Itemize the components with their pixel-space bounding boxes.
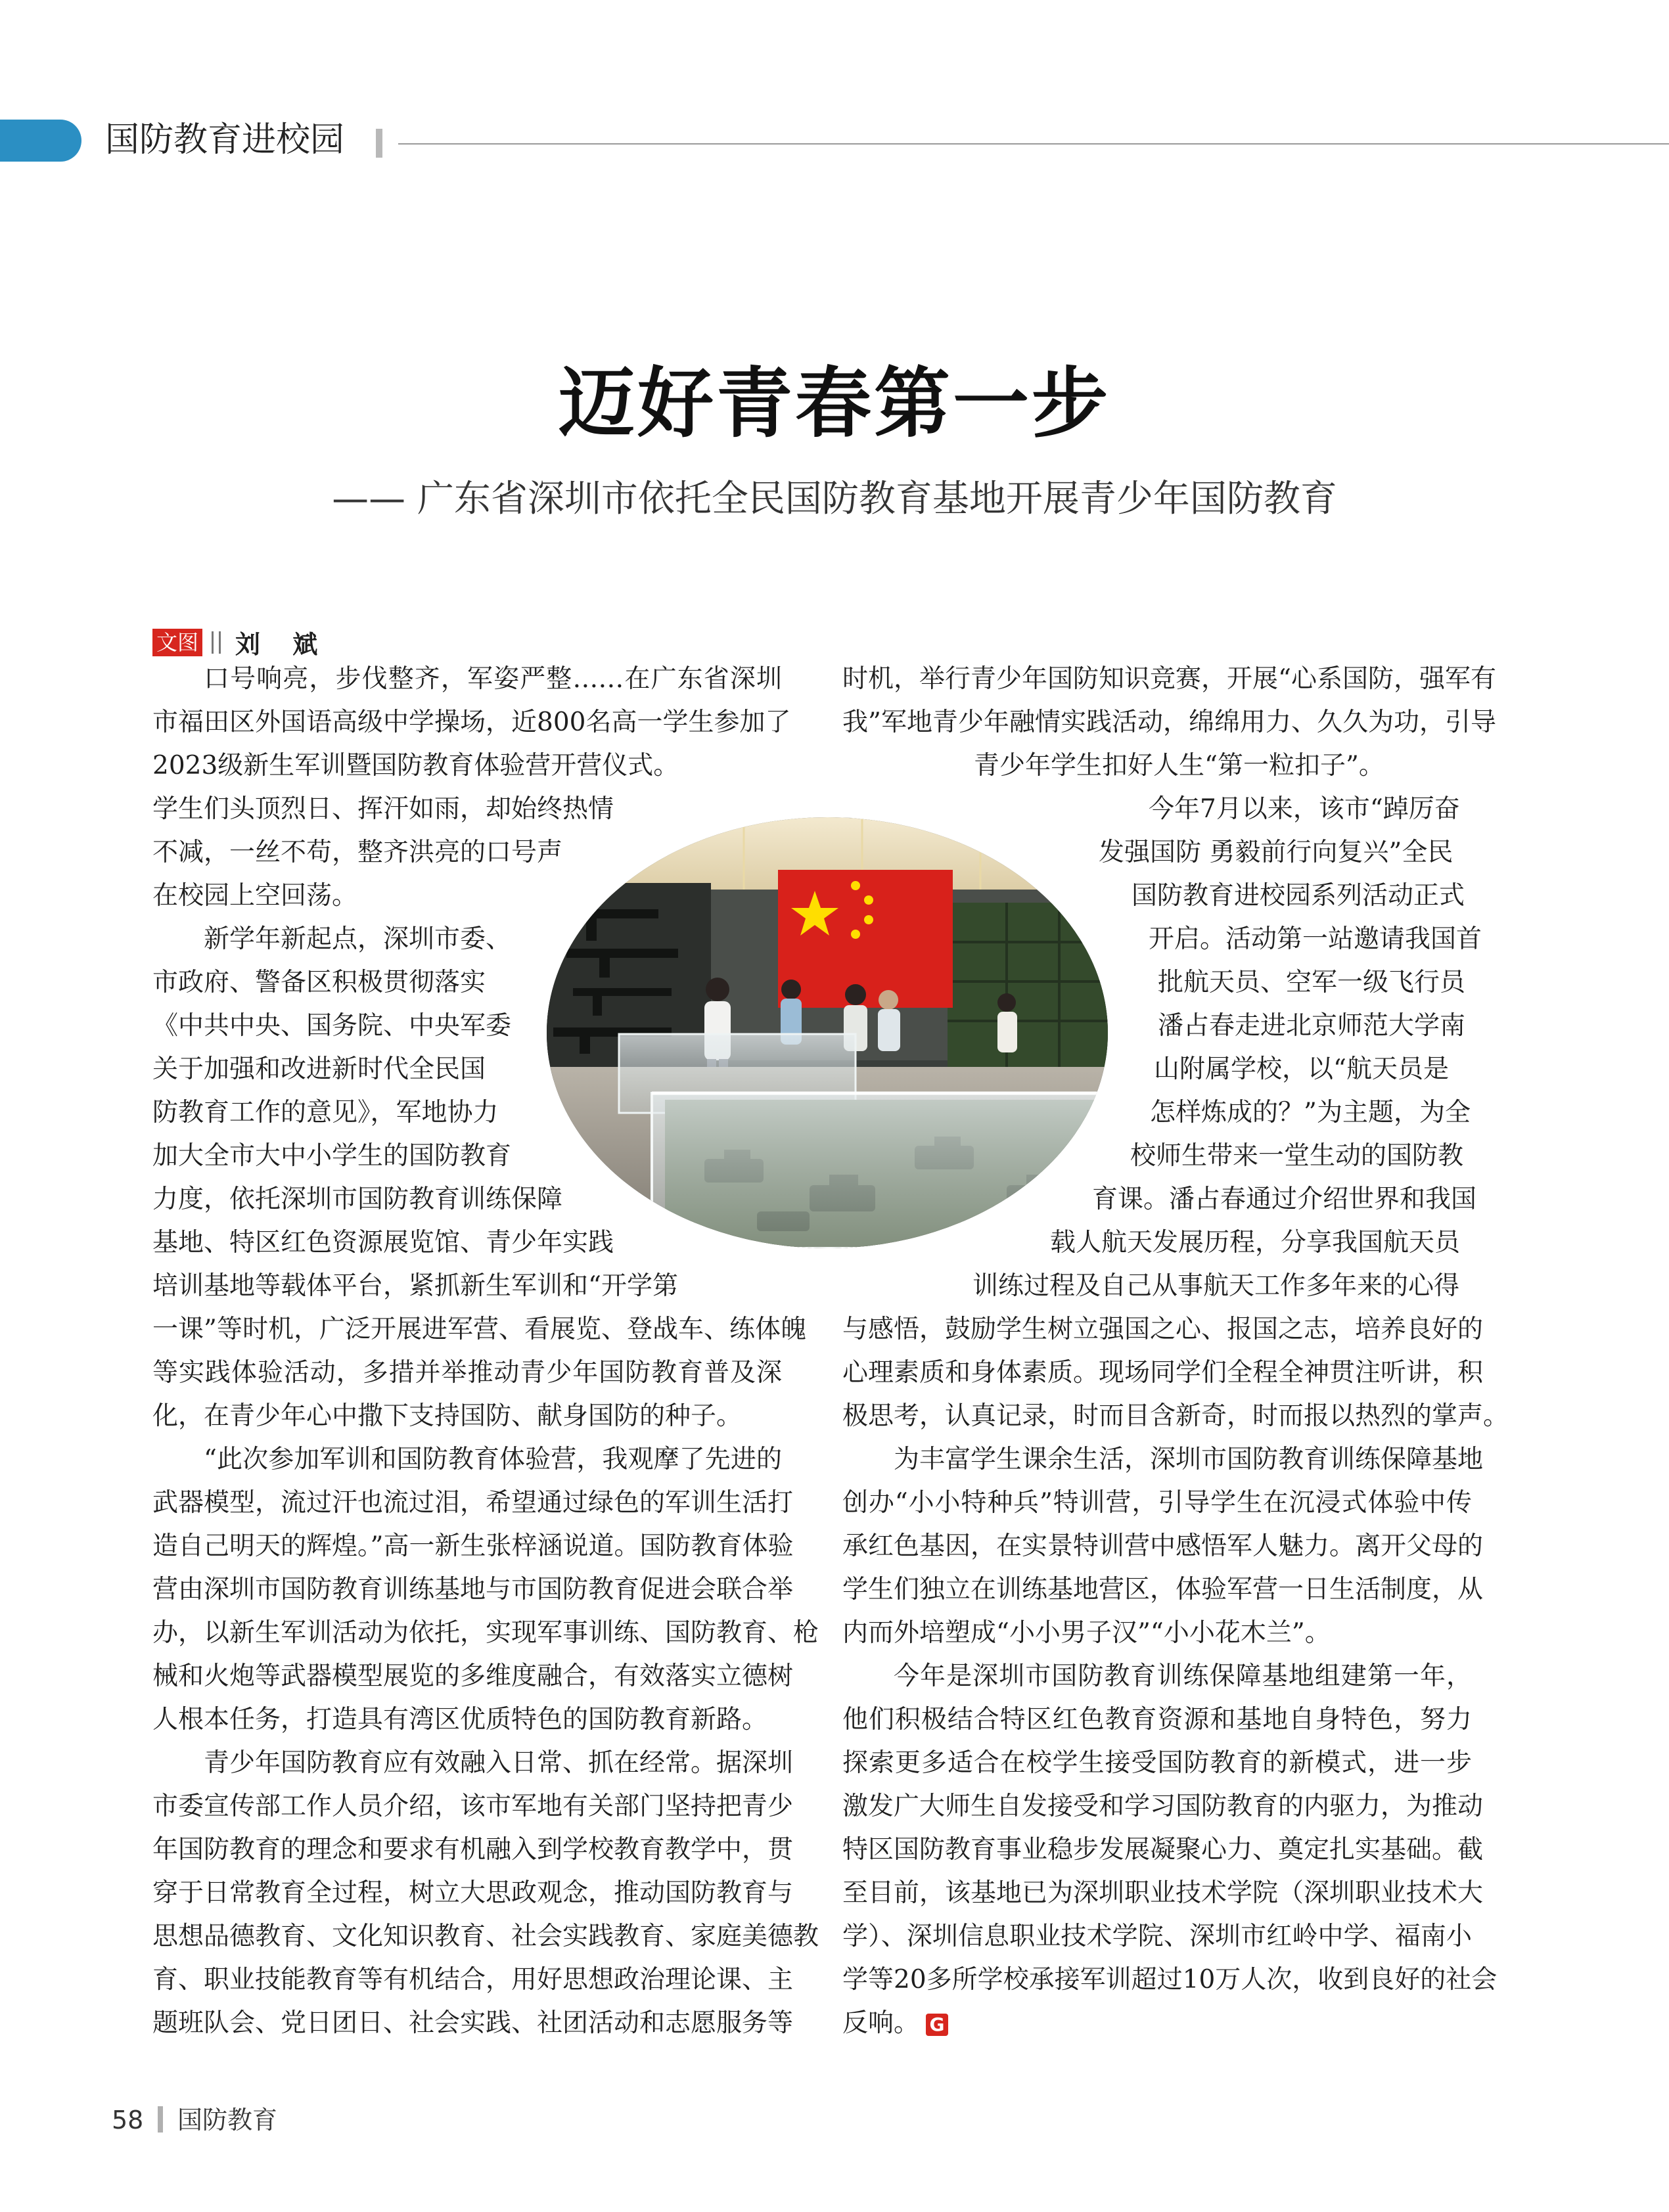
body-line: 国防教育进校园系列活动正式 (1132, 881, 1465, 911)
body-line: 口号响亮，步伐整齐，军姿严整……在广东省深圳 (204, 664, 782, 694)
section-tab-marker (0, 120, 81, 162)
body-line: 载人航天发展历程，分享我国航天员 (1050, 1228, 1461, 1257)
body-line: 械和火炮等武器模型展览的多维度融合，有效落实立德树 (152, 1661, 794, 1691)
body-line: 心理素质和身体素质。现场同学们全程全神贯注听讲，积 (842, 1358, 1484, 1388)
section-title-separator (376, 129, 382, 158)
body-line: 时机，举行青少年国防知识竞赛，开展“心系国防，强军有 (842, 664, 1496, 694)
body-line: 学生们独立在训练基地营区，体验军营一日生活制度，从 (842, 1575, 1484, 1604)
body-line: 育课。潘占春通过介绍世界和我国 (1092, 1185, 1477, 1214)
article-subtitle: —— 广东省深圳市依托全民国防教育基地开展青少年国防教育 (332, 478, 1337, 520)
body-line: 学）、深圳信息职业技术学院、深圳市红岭中学、福南小 (842, 1922, 1472, 1951)
body-line: 激发广大师生自发接受和学习国防教育的内驱力，为推动 (842, 1792, 1484, 1821)
article-photo (547, 817, 1108, 1248)
body-line: 承红色基因，在实景特训营中感悟军人魅力。离开父母的 (842, 1531, 1484, 1561)
body-line: 武器模型，流过汗也流过泪，希望通过绿色的军训生活打 (152, 1488, 794, 1518)
byline-separator (219, 631, 221, 654)
body-line: 市政府、警备区积极贯彻落实 (152, 968, 486, 997)
body-line: 等实践体验活动，多措并举推动青少年国防教育普及深 (152, 1358, 782, 1388)
body-line: 育、职业技能教育等有机结合，用好思想政治理论课、主 (152, 1965, 794, 1995)
body-line: 防教育工作的意见》，军地协力 (152, 1098, 499, 1127)
body-line: 《中共中央、国务院、中央军委 (152, 1011, 512, 1041)
body-line: 与感悟，鼓励学生树立强国之心、报国之志，培养良好的 (842, 1315, 1484, 1344)
body-line: 化，在青少年心中撒下支持国防、献身国防的种子。 (152, 1401, 743, 1431)
body-line: 一课”等时机，广泛开展进军营、看展览、登战车、练体魄 (152, 1315, 806, 1344)
body-line: 培训基地等载体平台，紧抓新生军训和“开学第 (152, 1271, 678, 1301)
body-line: 开启。活动第一站邀请我国首 (1149, 924, 1482, 954)
body-line: 青少年国防教育应有效融入日常、抓在经常。据深圳 (204, 1748, 794, 1778)
body-line: 力度，依托深圳市国防教育训练保障 (152, 1185, 563, 1214)
byline (152, 624, 330, 659)
body-line: 今年7月以来，该市“踔厉奋 (1149, 794, 1460, 824)
body-line: 基地、特区红色资源展览馆、青少年实践 (152, 1228, 614, 1257)
body-line: 极思考，认真记录，时而目含新奇，时而报以热烈的掌声。 (842, 1401, 1509, 1431)
body-line: 怎样炼成的？”为主题，为全 (1150, 1098, 1471, 1127)
national-flag (778, 870, 953, 1008)
header-rule (398, 143, 1669, 145)
body-line: 在校园上空回荡。 (152, 881, 358, 911)
body-line: 批航天员、空军一级飞行员 (1158, 968, 1466, 997)
body-line: 市委宣传部工作人员介绍，该市军地有关部门坚持把青少 (152, 1792, 794, 1821)
body-line: 学等20多所学校承接军训超过10万人次，收到良好的社会 (842, 1965, 1498, 1995)
body-line: 穿于日常教育全过程，树立大思政观念，推动国防教育与 (152, 1878, 794, 1908)
body-line: 特区国防教育事业稳步发展凝聚心力、奠定扎实基础。截 (842, 1835, 1484, 1864)
body-line: 关于加强和改进新时代全民国 (152, 1054, 486, 1084)
page-number: 58 (112, 2106, 144, 2134)
body-line: 校师生带来一堂生动的国防教 (1130, 1141, 1464, 1171)
crate-stack (948, 903, 1108, 1067)
body-line: 人根本任务，打造具有湾区优质特色的国防教育新路。 (152, 1705, 768, 1734)
article-title: 迈好青春第一步 (559, 359, 1110, 448)
body-line: 新学年新起点，深圳市委、 (204, 924, 512, 954)
body-line: 青少年学生扣好人生“第一粒扣子”。 (974, 751, 1384, 780)
body-line-text: 反响。 (842, 2008, 920, 2038)
body-line-last (842, 2004, 1472, 2043)
body-line: 探索更多适合在校学生接受国防教育的新模式，进一步 (842, 1748, 1472, 1778)
body-line: 加大全市大中小学生的国防教育 (152, 1141, 512, 1171)
exhibition-hall-illustration (547, 817, 1108, 1248)
body-line: 营由深圳市国防教育训练基地与市国防教育促进会联合举 (152, 1575, 794, 1604)
magazine-name: 国防教育 (177, 2106, 278, 2134)
body-line: 学生们头顶烈日、挥汗如雨，却始终热情 (152, 794, 614, 824)
body-line: 题班队会、党日团日、社会实践、社团活动和志愿服务等 (152, 2008, 794, 2038)
body-line: 他们积极结合特区红色教育资源和基地自身特色，努力 (842, 1705, 1472, 1734)
footer-separator (158, 2106, 163, 2133)
body-line: 造自己明天的辉煌。”高一新生张梓涵说道。国防教育体验 (152, 1531, 794, 1561)
display-case-front (652, 1093, 1108, 1248)
body-line: 2023级新生军训暨国防教育体验营开营仪式。 (152, 751, 679, 780)
body-line: 年国防教育的理念和要求有机融入到学校教育教学中，贯 (152, 1835, 794, 1864)
body-line: 训练过程及自己从事航天工作多年来的心得 (972, 1271, 1460, 1301)
body-line: 潘占春走进北京师范大学南 (1158, 1011, 1466, 1041)
body-line: 山附属学校，以“航天员是 (1154, 1054, 1449, 1084)
body-line: 发强国防 勇毅前行向复兴”全民 (1099, 838, 1453, 867)
body-line: 内而外培塑成“小小男子汉”“小小花木兰”。 (842, 1618, 1331, 1648)
body-line: 不减，一丝不苟，整齐洪亮的口号声 (152, 838, 563, 867)
end-mark-icon: G (926, 2014, 948, 2036)
body-line: 为丰富学生课余生活，深圳市国防教育训练保障基地 (894, 1445, 1484, 1474)
byline-separator (212, 631, 214, 654)
body-line: 思想品德教育、文化知识教育、社会实践教育、家庭美德教 (152, 1922, 819, 1951)
body-line: 我”军地青少年融情实践活动，绵绵用力、久久为功，引导 (842, 708, 1496, 737)
byline-tag: 文图 (152, 629, 202, 656)
author-name: 刘 斌 (235, 630, 330, 659)
body-line: 至目前，该基地已为深圳职业技术学院（深圳职业技术大 (842, 1878, 1484, 1908)
body-line: 办，以新生军训活动为依托，实现军事训练、国防教育、枪 (152, 1618, 819, 1648)
body-line: 创办“小小特种兵”特训营，引导学生在沉浸式体验中传 (842, 1488, 1472, 1518)
body-line: 市福田区外国语高级中学操场，近800名高一学生参加了 (152, 708, 791, 737)
body-line: “此次参加军训和国防教育体验营，我观摩了先进的 (204, 1445, 782, 1474)
body-line: 今年是深圳市国防教育训练保障基地组建第一年， (894, 1661, 1472, 1691)
section-title: 国防教育进校园 (105, 120, 345, 160)
